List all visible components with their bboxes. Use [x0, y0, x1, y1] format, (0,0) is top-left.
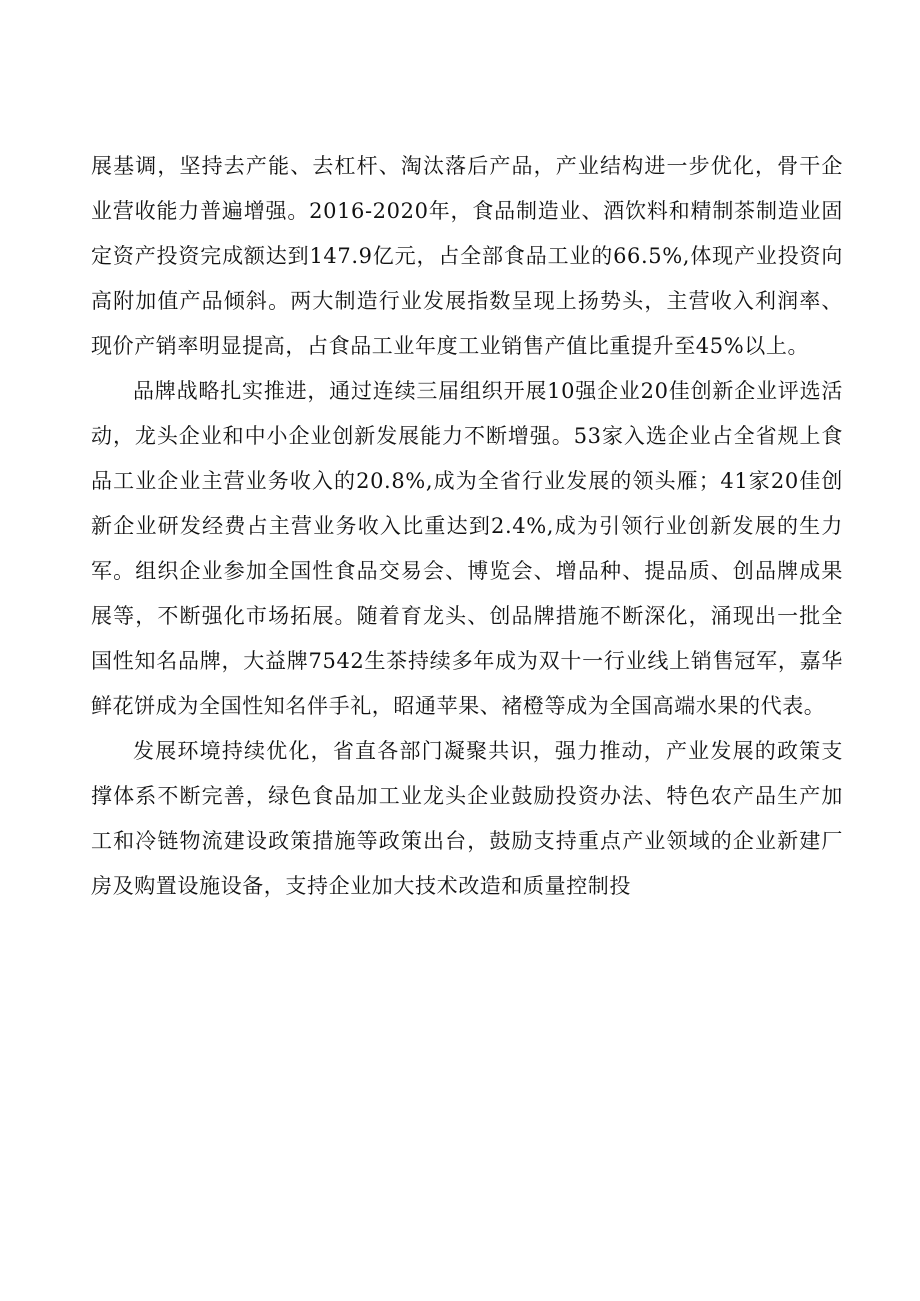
document-body [91, 144, 843, 909]
paragraph-3: 发展环境持续优化，省直各部门凝聚共识，强力推动，产业发展的政策支撑体系不断完善，绿色食品加工业龙头企业鼓励投资办法、特色农产品生产加工和冷链物流建设政策措施等政策出台，鼓励支持重点产业领域的企业新建厂房及购置设施设备，支持企业加大技术改造和质量控制投 [91, 739, 843, 898]
paragraph-2: 品牌战略扎实推进，通过连续三届组织开展10强企业20佳创新企业评选活动，龙头企业和中小企业创新发展能力不断增强。53家入选企业占全省规上食品工业企业主营业务收入的20.8%,成为全省行业发展的领头雁；41家20佳创新企业研发经费占主营业务收入比重达到2.4%,成为引领行业创新发展的生力军。组织企业参加全国性食品交易会、博览会、增品种、提品质、创品牌成果展等，不断强化市场拓展。随着育龙头、创品牌措施不断深化，涌现出一批全国性知名品牌，大益牌7542生茶持续多年成为双十一行业线上销售冠军，嘉华鲜花饼成为全国性知名伴手礼，昭通苹果、褚橙等成为全国高端水果的代表。 [91, 379, 843, 718]
paragraph-1: 展基调，坚持去产能、去杠杆、淘汰落后产品，产业结构进一步优化，骨干企业营收能力普遍增强。2016-2020年，食品制造业、酒饮料和精制茶制造业固定资产投资完成额达到147.9亿元，占全部食品工业的66.5%,体现产业投资向高附加值产品倾斜。两大制造行业发展指数呈现上扬势头，主营收入利润率、现价产销率明显提高，占食品工业年度工业销售产值比重提升至45%以上。 [91, 154, 843, 358]
